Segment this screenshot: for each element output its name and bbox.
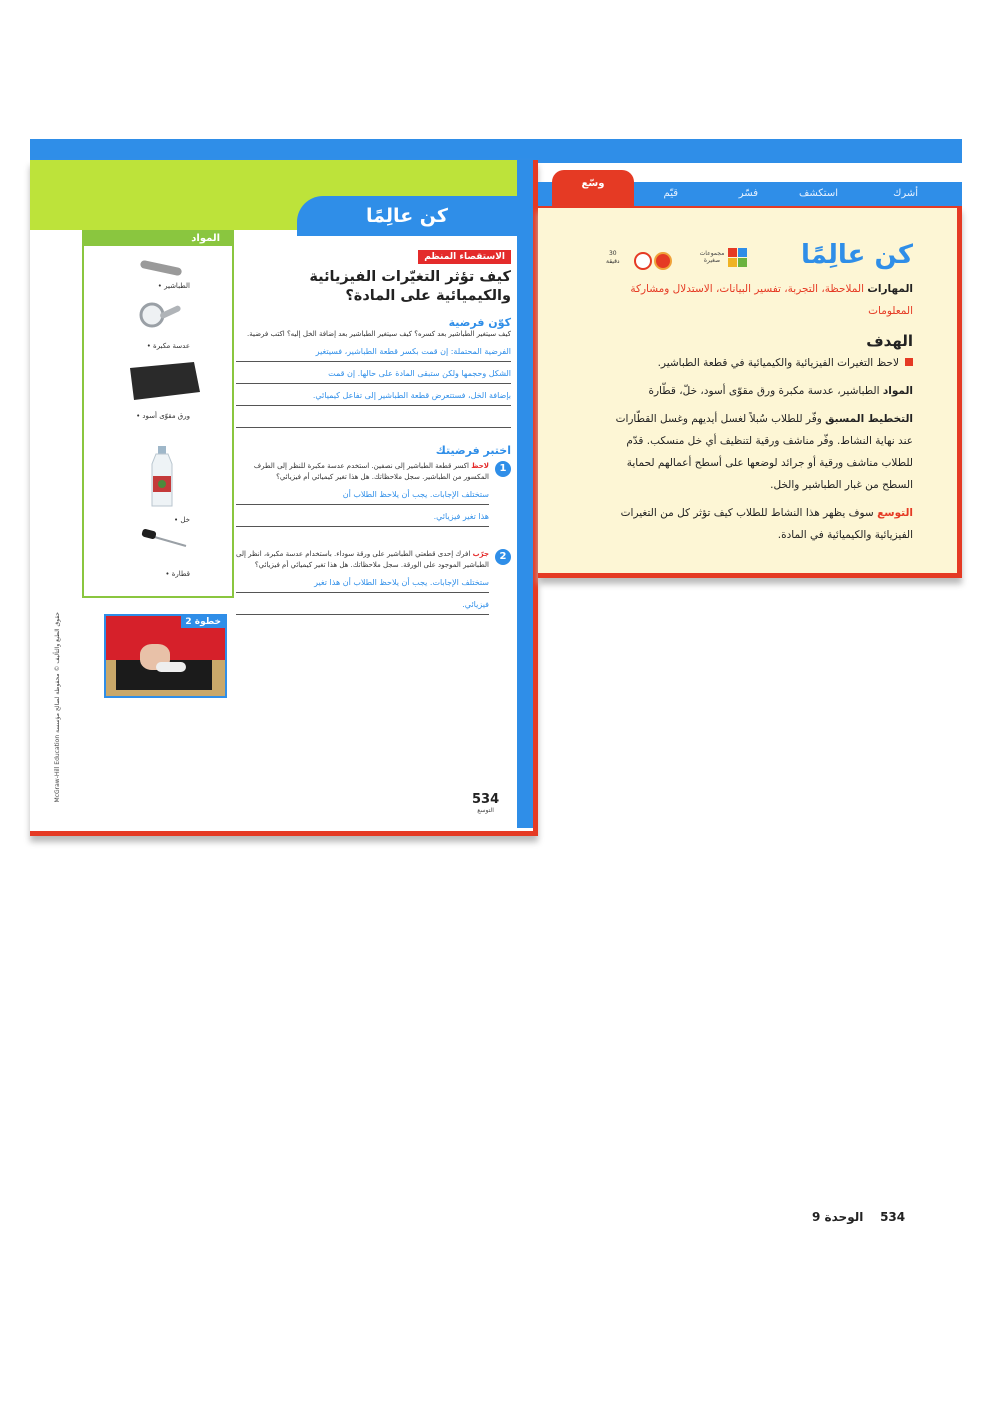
step-2-photo [104,614,227,698]
tab-evaluate[interactable]: قيّم [663,188,678,199]
dropper-image [140,528,192,552]
main-question-line: كيف تؤثر التغيّرات الفيزيائية [309,269,511,285]
step-number: 1 [495,461,511,477]
material-item: خل • [174,516,190,524]
material-item: عدسة مكبرة • [147,342,190,350]
answer-line[interactable] [236,406,511,428]
skills-paragraph [603,278,913,322]
hypothesis-heading: كوّن فرضية [448,316,511,329]
teacher-notes [603,278,913,546]
page-section: التوسع [477,807,494,814]
clock-icon [634,252,652,270]
answer-line[interactable]: الفرضية المحتملة: إن قمت بكسر قطعة الطباشير، فسيتغير [236,340,511,362]
tab-explore[interactable]: استكشف [799,188,838,199]
answer-line[interactable]: فيزيائي. [236,593,489,615]
material-item: الطباشير • [158,282,190,290]
step-text: افرك إحدى قطعتي الطباشير على ورقة سوداء. باستخدام عدسة مكبرة، انظر إلى الطباشير الموجود على الورقة. سجل ملاحظاتك. هل هذا تغير كيميائي أم فيزيائي؟ [236,550,489,569]
lesson-tabs [538,178,962,206]
answer-line[interactable]: الشكل وحجمها ولكن ستبقى المادة على حالها. إن قمت [236,362,511,384]
page-number: 534 [472,792,500,807]
small-group-label: مجموعات صغيرة [699,250,725,264]
black-paper-image [124,360,204,404]
prep-label: التخطيط المسبق [825,413,913,425]
tab-engage[interactable]: أشرك [893,188,918,199]
magnifier-image [134,300,184,330]
step-text: اكسر قطعة الطباشير إلى نصفين. استخدم عدسة مكبرة للنظر إلى الطرف المكسور من الطباشير. سجل ملاحظاتك. هل هذا تغير كيميائي أم فيزيائي؟ [253,462,489,481]
materials-header: المواد [84,232,232,246]
teacher-page [538,206,962,578]
photo-step-tag: خطوة 2 [181,616,225,628]
main-question-line: والكيميائية على المادة؟ [345,288,511,304]
tab-extend[interactable]: وسّع [552,170,634,206]
objective-heading: الهدف [866,332,913,350]
side-blue-band [517,160,533,828]
student-page-number [472,788,499,814]
step-2 [236,549,511,615]
objective-item [603,352,913,374]
main-question [236,268,511,306]
time-value: 30 [608,250,617,257]
prep-paragraph [603,408,913,496]
materials-text: الطباشير، عدسة مكبرة ورق مقوّى أسود، خلّ، قطّارة [648,385,880,397]
answer-line[interactable]: هذا تغير فيزيائي. [236,505,489,527]
material-item: ورق مقوّى أسود • [136,412,190,420]
extend-label: التوسع [877,507,913,519]
bullet-square-icon [905,358,913,366]
vinegar-bottle-image [148,446,176,508]
material-item: قطارة • [165,570,190,578]
page-footer [812,1210,905,1224]
student-page-title: كن عالِمًا [297,196,517,236]
footer-unit: الوحدة 9 [812,1210,864,1224]
copyright-text: حقوق الطبع والتأليف © محفوظة لصالح مؤسسة McGraw-Hill Education [54,612,61,803]
test-heading: اختبر فرضيتك [435,444,511,457]
timer-icon [654,252,672,270]
chalk-image [136,258,188,280]
materials-paragraph [603,380,913,402]
inquiry-tag: الاستقصاء المنظم [418,250,511,264]
answer-line[interactable]: ستختلف الإجابات. يجب أن يلاحظ الطلاب أن هذا تغير [236,571,489,593]
activity-column [236,244,511,615]
time-info [606,250,620,266]
extend-paragraph [603,502,913,546]
hypothesis-prompt: كيف سيتغير الطباشير بعد كسره؟ كيف سيتغير الطباشير بعد إضافة الخل إليه؟ اكتب فرضية. [246,330,511,338]
materials-label: المواد [882,385,913,397]
objective-text: لاحظ التغيرات الفيزيائية والكيميائية في قطعة الطباشير. [657,357,899,369]
answer-line[interactable]: بإضافة الخل، فستتعرض قطعة الطباشير إلى تفاعل كيميائي. [236,384,511,406]
small-group-icon [728,248,748,268]
answer-line[interactable]: ستختلف الإجابات. يجب أن يلاحظ الطلاب أن [236,483,489,505]
photo-chalk [156,662,186,672]
step-number: 2 [495,549,511,565]
time-unit: دقيقة [606,258,620,265]
skills-text: الملاحظة، التجربة، تفسير البيانات، الاستدلال ومشاركة المعلومات [630,283,913,317]
step-1 [236,461,511,527]
prep-text: وفّر للطلاب سُبلاً لغسل أيديهم وغسل القطّارات عند نهاية النشاط. وفّر مناشف ورقية لتنظيف أي خل منسكب. قدّم للطلاب مناشف ورقية أو جرائد لوضعها على أسطح أعمالهم لحماية السطح من غبار الطباشير والخل. [615,413,913,491]
footer-page-number: 534 [880,1210,906,1224]
student-page [30,160,538,836]
step-label: جرّب [472,550,489,558]
teacher-page-title: كن عالِمًا [800,240,913,270]
tab-explain[interactable]: فسّر [738,188,758,199]
activity-info [606,248,764,274]
copyright-credit [54,612,64,942]
step-label: لاحظ [471,462,489,470]
skills-label: المهارات [867,283,913,295]
extend-text: سوف يظهر هذا النشاط للطلاب كيف تؤثر كل من التغيرات الفيزيائية والكيميائية في المادة. [620,507,913,541]
materials-box [82,230,234,598]
